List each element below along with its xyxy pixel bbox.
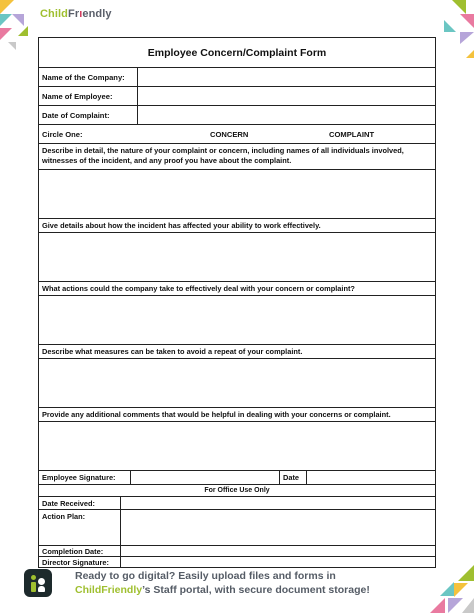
- action-plan-field[interactable]: [121, 510, 435, 545]
- question-2: Give details about how the incident has affected your ability to work effectively.: [39, 219, 435, 233]
- company-field[interactable]: [138, 68, 435, 86]
- date-row: [39, 106, 435, 125]
- logo-text-endly: endly: [82, 8, 112, 20]
- complaint-option[interactable]: COMPLAINT: [329, 129, 375, 139]
- promo-text: [75, 569, 370, 597]
- logo-text-fr: Fr: [68, 8, 80, 20]
- director-signature-field[interactable]: [121, 557, 435, 567]
- childfriendly-app-icon: [24, 569, 52, 597]
- employee-signature-field[interactable]: [131, 471, 280, 484]
- date-received-field[interactable]: [121, 497, 435, 509]
- office-use-header: For Office Use Only: [39, 485, 435, 497]
- completion-date-label: Completion Date:: [39, 546, 121, 556]
- question-3: What actions could the company take to effectively deal with your concern or complaint?: [39, 282, 435, 296]
- promo-brand: ChildFriendly: [75, 584, 143, 596]
- logo-text-child: Child: [40, 8, 68, 20]
- date-received-label: Date Received:: [39, 497, 121, 509]
- date-field[interactable]: [138, 106, 435, 124]
- promo-line-2-text: ’s Staff portal, with secure document storage!: [142, 584, 370, 596]
- action-plan-label: Action Plan:: [39, 510, 121, 545]
- question-5: Provide any additional comments that would be helpful in dealing with your concerns or complaint.: [39, 408, 435, 422]
- logo-heart-i: ı: [79, 8, 83, 20]
- date-label: Date of Complaint:: [39, 106, 138, 124]
- employee-label: Name of Employee:: [39, 87, 138, 105]
- action-plan-row: [39, 510, 435, 546]
- company-label: Name of the Company:: [39, 68, 138, 86]
- answer-3-field[interactable]: [39, 296, 435, 345]
- answer-2-field[interactable]: [39, 233, 435, 282]
- circle-one-label: Circle One:: [42, 129, 83, 139]
- employee-row: [39, 87, 435, 106]
- date-received-row: [39, 497, 435, 510]
- employee-signature-label: Employee Signature:: [39, 471, 131, 484]
- promo-line-2: [75, 583, 370, 597]
- question-1: Describe in detail, the nature of your complaint or concern, including names of all individuals involved, witnesses of the incident, and any proof you have about the complaint.: [39, 144, 435, 170]
- form-title: Employee Concern/Complaint Form: [39, 38, 435, 68]
- circle-one-row: [39, 125, 435, 144]
- signature-date-field[interactable]: [307, 471, 435, 484]
- question-4: Describe what measures can be taken to avoid a repeat of your complaint.: [39, 345, 435, 359]
- director-signature-row: [39, 557, 435, 567]
- company-row: [39, 68, 435, 87]
- director-signature-label: Director Signature:: [39, 557, 121, 567]
- signature-row: [39, 471, 435, 485]
- promo-line-1: Ready to go digital? Easily upload files and forms in: [75, 570, 336, 582]
- employee-field[interactable]: [138, 87, 435, 105]
- complaint-form: [38, 37, 436, 568]
- childfriendly-logo: [40, 8, 112, 20]
- completion-date-row: [39, 546, 435, 557]
- concern-option[interactable]: CONCERN: [210, 129, 249, 139]
- signature-date-label: Date: [280, 471, 307, 484]
- answer-4-field[interactable]: [39, 359, 435, 408]
- answer-5-field[interactable]: [39, 422, 435, 471]
- completion-date-field[interactable]: [121, 546, 435, 556]
- answer-1-field[interactable]: [39, 170, 435, 219]
